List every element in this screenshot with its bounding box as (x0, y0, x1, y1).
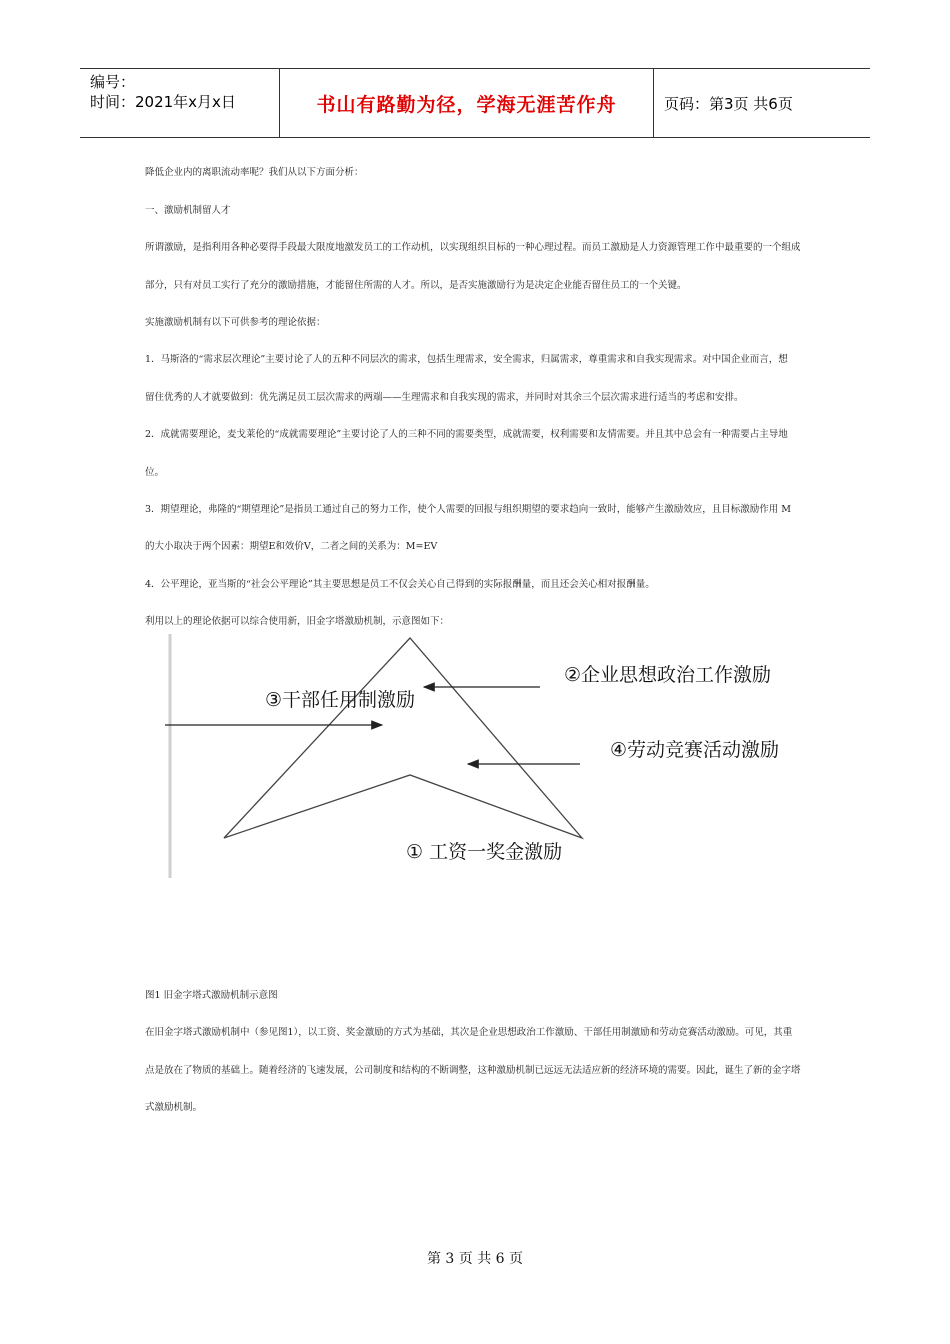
paragraph-line: 所谓激励，是指利用各种必要得手段最大限度地激发员工的工作动机，以实现组织目标的一种心理过程。而员工激励是人力资源管理工作中最重要的一个组成 (145, 242, 801, 253)
paragraph-line: 位。 (145, 467, 165, 478)
paragraph-line: 点是放在了物质的基础上。随着经济的飞速发展，公司制度和结构的不断调整，这种激励机制已远远无法适应新的经济环境的需要。因此，诞生了新的金字塔 (145, 1065, 801, 1076)
header-meta (80, 69, 280, 137)
paragraph-line: 利用以上的理论依据可以综合使用新，旧金字塔激励机制，示意图如下： (145, 616, 450, 627)
document-header (80, 68, 870, 138)
header-motto-cell (280, 69, 654, 137)
paragraph-line: 部分，只有对员工实行了充分的激励措施，才能留住所需的人才。所以，是否实施激励行为是决定企业能否留住员工的一个关键。 (145, 280, 687, 291)
label-wage-bonus: ① 工资一奖金激励 (406, 841, 563, 863)
paragraph-line: 降低企业内的离职流动率呢？我们从以下方面分析： (145, 167, 364, 178)
paragraph-line: 在旧金字塔式激励机制中（参见图1），以工资、奖金激励的方式为基础，其次是企业思想政治工作激励、干部任用制激励和劳动竞赛活动激励。可见，其重 (145, 1027, 793, 1038)
paragraph-line: 的大小取决于两个因素：期望E和效价V，二者之间的关系为：M=EV (145, 541, 438, 552)
paragraph-line: 实施激励机制有以下可供参考的理论依据： (145, 317, 326, 328)
header-motto: 书山有路勤为径，学海无涯苦作舟 (316, 93, 617, 116)
paragraph-line: 4．公平理论，亚当斯的“社会公平理论”其主要思想是员工不仅会关心自己得到的实际报酬量，而且还会关心相对报酬量。 (145, 579, 655, 590)
section-heading: 一、激励机制留人才 (145, 205, 231, 216)
document-time-label: 时间：2021年x月x日 (90, 93, 236, 111)
pyramid-diagram (160, 630, 800, 880)
paragraph-line: 1．马斯洛的“需求层次理论”主要讨论了人的五种不同层次的需求，包括生理需求，安全需求，归属需求，尊重需求和自我实现需求。对中国企业而言，想 (145, 354, 788, 365)
header-page-label: 页码：第3页 共6页 (664, 94, 793, 113)
page-footer: 第 3 页 共 6 页 (426, 1251, 524, 1267)
document-number-label: 编号： (90, 73, 136, 91)
paragraph-line: 2．成就需要理论，麦戈莱伦的“成就需要理论”主要讨论了人的三种不同的需要类型，成就需要，权利需要和友情需要。并且其中总会有一种需要占主导地 (145, 429, 788, 440)
figure-caption: 图1 旧金字塔式激励机制示意图 (145, 990, 278, 1001)
label-cadre-appointment: ③干部任用制激励 (265, 689, 416, 711)
label-political-work: ②企业思想政治工作激励 (564, 664, 772, 686)
header-page-cell (654, 69, 870, 137)
paragraph-line: 式激励机制。 (145, 1102, 203, 1113)
paragraph-line: 留住优秀的人才就要做到：优先满足员工层次需求的两端——生理需求和自我实现的需求，并同时对其余三个层次需求进行适当的考虑和安排。 (145, 392, 744, 403)
pyramid-shape (224, 638, 582, 838)
label-labor-competition: ④劳动竞赛活动激励 (610, 739, 780, 761)
paragraph-line: 3．期望理论，弗隆的“期望理论”是指员工通过自己的努力工作，使个人需要的回报与组织期望的要求趋向一致时，能够产生激励效应，且目标激励作用 M (145, 504, 792, 515)
